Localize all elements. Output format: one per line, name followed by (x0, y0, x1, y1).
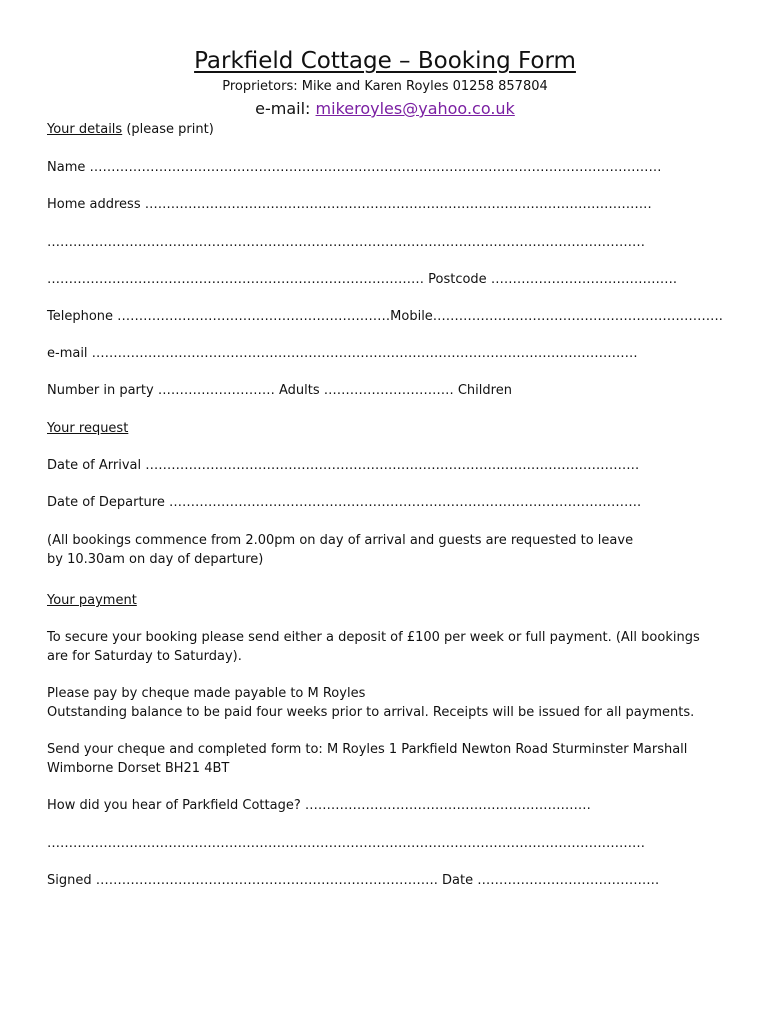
home-address-field[interactable]: Home address ……………………………………………………………………………………………………… (47, 197, 652, 212)
booking-times-note (47, 531, 737, 569)
email-line (0, 99, 770, 118)
booking-times-note-line2: by 10.30am on day of departure) (47, 552, 264, 567)
deposit-text-line1: To secure your booking please send either a deposit of £100 per week or full payment. (All bookings (47, 630, 700, 645)
hear-about-field[interactable]: How did you hear of Parkfield Cottage? ………………………………………………………… (47, 798, 591, 813)
signature-date-field[interactable]: Signed ……………………………………………………………………. Date …………………………………… (47, 873, 660, 888)
your-payment-heading: Your payment (47, 593, 137, 608)
proprietors-line: Proprietors: Mike and Karen Royles 01258 857804 (222, 79, 548, 94)
postcode-field[interactable]: …………………………………………………………………………… Postcode ……………………………………. (47, 272, 677, 287)
name-field[interactable]: Name …………………………………………………………………………………………………………………… (47, 160, 662, 175)
cheque-text-line1: Please pay by cheque made payable to M Royles (47, 686, 366, 701)
your-details-label: Your details (47, 122, 123, 137)
deposit-text-line2: are for Saturday to Saturday). (47, 649, 242, 664)
booking-times-note-line1: (All bookings commence from 2.00pm on day of arrival and guests are requested to leave (47, 533, 634, 548)
send-address-line1: Send your cheque and completed form to: M Royles 1 Parkfield Newton Road Sturminster Marshall (47, 742, 688, 757)
address-line2-field[interactable]: ………………………………………………………………………………………………………………………… (47, 235, 645, 250)
your-details-note: (please print) (126, 122, 214, 137)
hear-about-line2-field[interactable]: ………………………………………………………………………………………………………………………… (47, 836, 645, 851)
party-size-field[interactable]: Number in party ……………………… Adults ………………………… Children (47, 383, 512, 398)
email-label: e-mail: (255, 99, 311, 118)
send-address-line2: Wimborne Dorset BH21 4BT (47, 761, 230, 776)
cheque-text (47, 684, 737, 722)
your-request-heading: Your request (47, 421, 129, 436)
your-details-heading (47, 121, 214, 139)
cheque-text-line2: Outstanding balance to be paid four weeks prior to arrival. Receipts will be issued for all payments. (47, 705, 695, 720)
arrival-date-field[interactable]: Date of Arrival …………………………………………………………………………………………………… (47, 458, 640, 473)
deposit-text (47, 628, 737, 666)
telephone-mobile-field[interactable]: Telephone ………………………………………………………Mobile…………………………………………………………. (47, 309, 723, 324)
departure-date-field[interactable]: Date of Departure ………………………………………………………………………………………………. (47, 495, 642, 510)
email-link[interactable]: mikeroyles@yahoo.co.uk (315, 99, 515, 118)
page-title: Parkfield Cottage – Booking Form (194, 48, 576, 74)
email-field[interactable]: e-mail ……………………………………………………………………………………………………………… (47, 346, 638, 361)
send-address-text (47, 740, 737, 778)
